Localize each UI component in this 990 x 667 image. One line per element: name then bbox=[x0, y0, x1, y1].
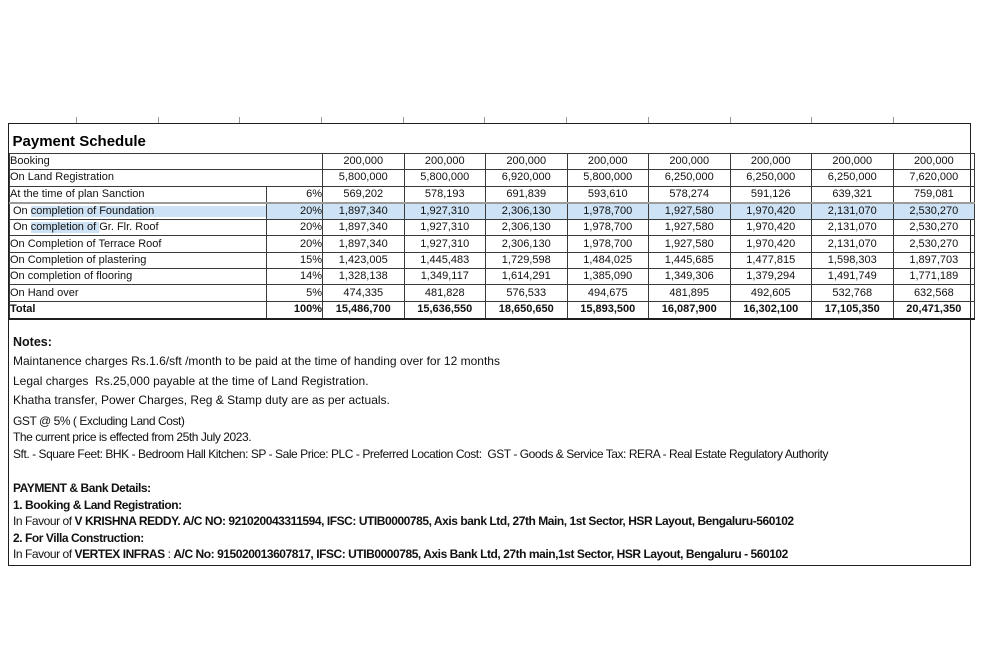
amount-cell: 578,193 bbox=[404, 186, 486, 203]
amount-cell: 6,250,000 bbox=[649, 170, 731, 186]
percent-cell: 15% bbox=[267, 252, 323, 268]
amount-cell: 1,771,189 bbox=[893, 269, 975, 285]
amount-cell: 16,087,900 bbox=[649, 301, 731, 319]
amount-cell: 1,477,815 bbox=[730, 252, 812, 268]
amount-cell: 1,970,420 bbox=[730, 236, 812, 252]
amount-cell: 1,978,700 bbox=[567, 203, 649, 220]
amount-cell: 1,927,580 bbox=[649, 236, 731, 252]
notes-heading: Notes: bbox=[13, 335, 52, 350]
amount-cell: 2,306,130 bbox=[486, 236, 568, 252]
row-label bbox=[10, 220, 267, 236]
table-row-land-registration bbox=[10, 170, 975, 186]
amount-cell: 639,321 bbox=[812, 186, 894, 203]
page-title: Payment Schedule bbox=[12, 133, 146, 150]
amount-cell: 200,000 bbox=[323, 154, 405, 170]
account-details: V KRISHNA REDDY. A/C NO: 921020043311594, IFSC: UTIB0000785, Axis bank Ltd, 27th Main, 1st Sector, HSR Layout, Bengaluru-560102 bbox=[74, 514, 794, 529]
label-selected-part: completion of bbox=[30, 221, 100, 234]
amount-cell: 494,675 bbox=[567, 285, 649, 301]
amount-cell: 759,081 bbox=[893, 186, 975, 203]
bank-heading: PAYMENT & Bank Details: bbox=[13, 481, 151, 496]
table-title-row bbox=[10, 124, 975, 154]
amount-cell: 1,598,303 bbox=[812, 252, 894, 268]
amount-cell: 2,530,270 bbox=[893, 236, 975, 252]
amount-cell: 1,897,340 bbox=[323, 203, 405, 220]
amount-cell: 2,131,070 bbox=[812, 203, 894, 220]
amount-cell: 6,920,000 bbox=[486, 170, 568, 186]
label-unselected-part: Gr. Flr. Roof bbox=[99, 221, 159, 234]
amount-cell: 1,423,005 bbox=[323, 252, 405, 268]
note-khatha-transfer: Khatha transfer, Power Charges, Reg & Stamp duty are as per actuals. bbox=[13, 393, 390, 408]
row-label: Booking bbox=[10, 154, 323, 170]
amount-cell: 1,897,340 bbox=[323, 220, 405, 236]
amount-cell: 481,895 bbox=[649, 285, 731, 301]
row-label: On completion of flooring bbox=[10, 269, 267, 285]
amount-cell: 1,927,580 bbox=[649, 220, 731, 236]
amount-cell: 1,445,685 bbox=[649, 252, 731, 268]
amount-cell: 1,484,025 bbox=[567, 252, 649, 268]
beneficiary-name: VERTEX INFRAS bbox=[74, 547, 165, 562]
bank-item1-title: 1. Booking & Land Registration: bbox=[13, 497, 182, 512]
amount-cell: 1,927,310 bbox=[404, 203, 486, 220]
percent-cell: 14% bbox=[267, 269, 323, 285]
table-row-flooring bbox=[10, 269, 975, 285]
amount-cell: 2,131,070 bbox=[812, 236, 894, 252]
amount-cell: 1,927,310 bbox=[404, 236, 486, 252]
amount-cell: 591,126 bbox=[730, 186, 812, 203]
amount-cell: 1,897,703 bbox=[893, 252, 975, 268]
row-label: On Completion of plastering bbox=[10, 252, 267, 268]
row-label: On Hand over bbox=[10, 285, 267, 301]
amount-cell: 569,202 bbox=[323, 186, 405, 203]
amount-cell: 1,349,306 bbox=[649, 269, 731, 285]
note-abbreviations: Sft. - Square Feet: BHK - Bedroom Hall Kitchen: SP - Sale Price: PLC - Preferred Location Cost: GST - Goods & Service Tax: RERA - Real Estate Regulatory Authority bbox=[13, 447, 829, 462]
amount-cell: 2,131,070 bbox=[812, 220, 894, 236]
amount-cell: 691,839 bbox=[486, 186, 568, 203]
table-row-foundation-selected bbox=[10, 203, 975, 220]
amount-cell: 1,897,340 bbox=[323, 236, 405, 252]
amount-cell: 6,250,000 bbox=[812, 170, 894, 186]
amount-cell: 2,530,270 bbox=[893, 220, 975, 236]
row-label: At the time of plan Sanction bbox=[10, 186, 267, 203]
amount-cell: 5,800,000 bbox=[567, 170, 649, 186]
label-unselected-part: On bbox=[13, 205, 31, 218]
notes-section bbox=[9, 320, 970, 565]
amount-cell: 200,000 bbox=[649, 154, 731, 170]
amount-cell: 15,893,500 bbox=[567, 301, 649, 319]
percent-cell: 6% bbox=[267, 186, 323, 203]
amount-cell: 1,445,483 bbox=[404, 252, 486, 268]
percent-cell: 20% bbox=[267, 220, 323, 236]
amount-cell: 15,636,550 bbox=[404, 301, 486, 319]
label-selected-part: completion of Foundation bbox=[31, 206, 266, 217]
amount-cell: 532,768 bbox=[812, 285, 894, 301]
amount-cell: 200,000 bbox=[812, 154, 894, 170]
bank-details-section bbox=[13, 480, 966, 563]
table-row-booking bbox=[10, 154, 975, 170]
bank-item2-title: 2. For Villa Construction: bbox=[13, 530, 144, 545]
amount-cell: 1,385,090 bbox=[567, 269, 649, 285]
amount-cell: 578,274 bbox=[649, 186, 731, 203]
table-row-terrace-roof bbox=[10, 236, 975, 252]
percent-cell: 100% bbox=[267, 301, 323, 319]
amount-cell: 593,610 bbox=[567, 186, 649, 203]
amount-cell: 1,349,117 bbox=[404, 269, 486, 285]
note-maintenance: Maintanence charges Rs.1.6/sft /month to be paid at the time of handing over for 12 months bbox=[13, 354, 500, 369]
table-row-plastering bbox=[10, 252, 975, 268]
amount-cell: 576,533 bbox=[486, 285, 568, 301]
amount-cell: 2,306,130 bbox=[486, 220, 568, 236]
amount-cell: 7,620,000 bbox=[893, 170, 975, 186]
amount-cell: 20,471,350 bbox=[893, 301, 975, 319]
amount-cell: 200,000 bbox=[730, 154, 812, 170]
in-favour-label: In Favour of bbox=[13, 514, 75, 529]
row-label: On Land Registration bbox=[10, 170, 323, 186]
amount-cell: 1,978,700 bbox=[567, 220, 649, 236]
table-row-plan-sanction bbox=[10, 186, 975, 203]
note-price-effective: The current price is effected from 25th July 2023. bbox=[13, 430, 252, 445]
payment-schedule-table bbox=[9, 124, 975, 320]
amount-cell: 1,970,420 bbox=[730, 220, 812, 236]
in-favour-label: In Favour of bbox=[13, 547, 75, 562]
bank-item2-detail bbox=[13, 546, 966, 563]
amount-cell: 6,250,000 bbox=[730, 170, 812, 186]
amount-cell: 2,306,130 bbox=[486, 203, 568, 220]
amount-cell: 200,000 bbox=[486, 154, 568, 170]
amount-cell: 18,650,650 bbox=[486, 301, 568, 319]
amount-cell: 15,486,700 bbox=[323, 301, 405, 319]
row-label bbox=[10, 203, 267, 220]
label-unselected-part: On bbox=[13, 221, 31, 234]
amount-cell: 1,379,294 bbox=[730, 269, 812, 285]
percent-cell: 5% bbox=[267, 285, 323, 301]
table-row-handover bbox=[10, 285, 975, 301]
amount-cell: 1,729,598 bbox=[486, 252, 568, 268]
amount-cell: 2,530,270 bbox=[893, 203, 975, 220]
amount-cell: 492,605 bbox=[730, 285, 812, 301]
account-details: A/C No: 915020013607817, IFSC: UTIB0000785, Axis Bank Ltd, 27th main,1st Sector, HSR Layout, Bengaluru - 560102 bbox=[173, 547, 788, 562]
amount-cell: 16,302,100 bbox=[730, 301, 812, 319]
table-row-total bbox=[10, 301, 975, 319]
amount-cell: 1,614,291 bbox=[486, 269, 568, 285]
amount-cell: 1,328,138 bbox=[323, 269, 405, 285]
amount-cell: 200,000 bbox=[567, 154, 649, 170]
percent-cell: 20% bbox=[267, 203, 323, 220]
note-gst: GST @ 5% ( Excluding Land Cost) bbox=[13, 413, 185, 428]
amount-cell: 5,800,000 bbox=[323, 170, 405, 186]
note-legal-charges: Legal charges Rs.25,000 payable at the time of Land Registration. bbox=[13, 373, 369, 388]
amount-cell: 1,491,749 bbox=[812, 269, 894, 285]
amount-cell: 1,927,580 bbox=[649, 203, 731, 220]
amount-cell: 632,568 bbox=[893, 285, 975, 301]
amount-cell: 17,105,350 bbox=[812, 301, 894, 319]
amount-cell: 5,800,000 bbox=[404, 170, 486, 186]
amount-cell: 1,970,420 bbox=[730, 203, 812, 220]
row-label: On Completion of Terrace Roof bbox=[10, 236, 267, 252]
percent-cell: 20% bbox=[267, 236, 323, 252]
amount-cell: 1,978,700 bbox=[567, 236, 649, 252]
table-row-gr-flr-roof bbox=[10, 220, 975, 236]
amount-cell: 200,000 bbox=[893, 154, 975, 170]
amount-cell: 481,828 bbox=[404, 285, 486, 301]
separator: : bbox=[164, 547, 174, 562]
amount-cell: 200,000 bbox=[404, 154, 486, 170]
amount-cell: 474,335 bbox=[323, 285, 405, 301]
amount-cell: 1,927,310 bbox=[404, 220, 486, 236]
bank-item1-detail bbox=[13, 513, 966, 530]
row-label: Total bbox=[10, 301, 267, 319]
payment-schedule-box bbox=[8, 123, 971, 566]
title-cell bbox=[10, 124, 975, 154]
